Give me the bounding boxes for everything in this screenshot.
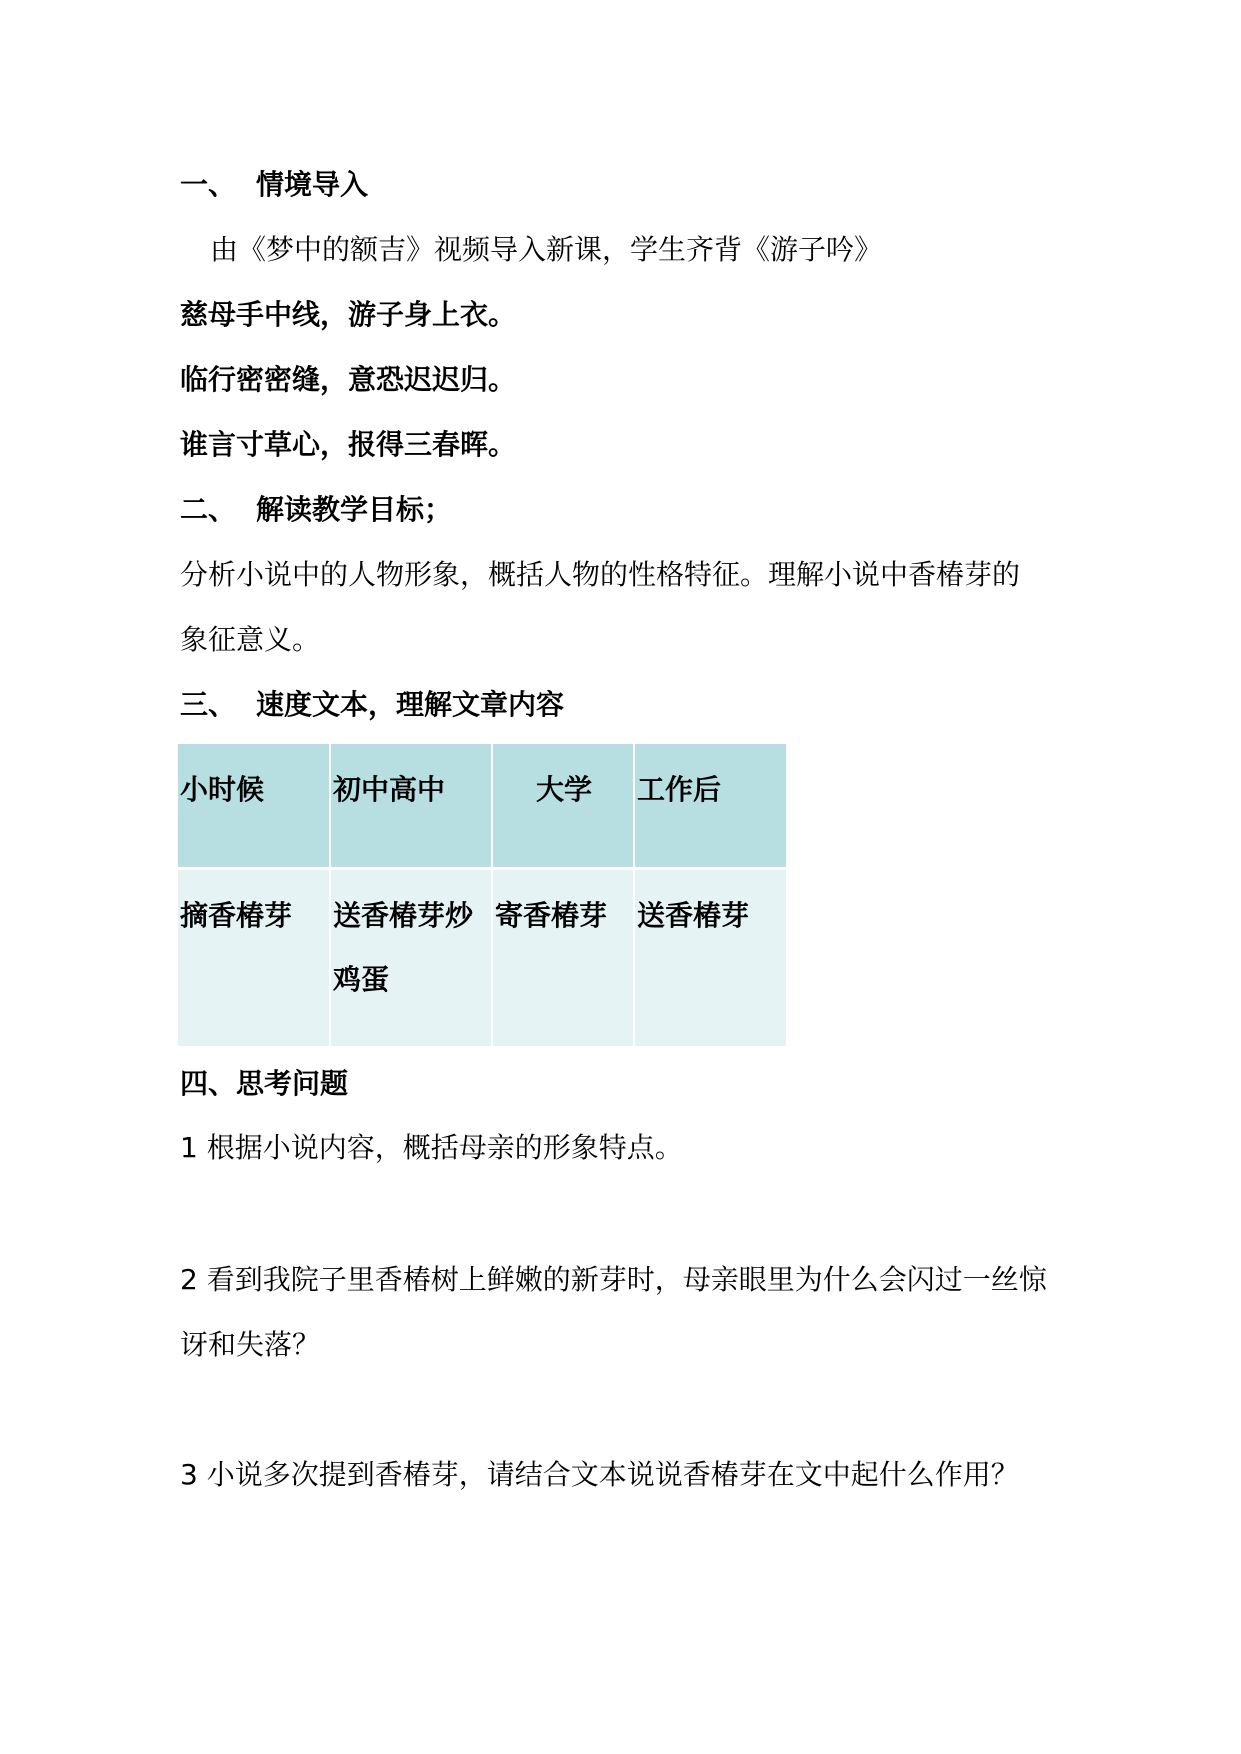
table-cell-text: 鸡蛋 bbox=[333, 962, 390, 996]
table-header-cell: 工作后 bbox=[634, 744, 786, 868]
section-number: 一、 bbox=[180, 168, 237, 201]
table-cell bbox=[178, 868, 330, 1046]
section-number: 二、 bbox=[180, 493, 237, 526]
question-item: 2 看到我院子里香椿树上鲜嫩的新芽时，母亲眼里为什么会闪过一丝惊 bbox=[180, 1263, 1047, 1296]
table-cell-text: 送香椿芽 bbox=[637, 898, 750, 932]
table-header-cell: 初中高中 bbox=[330, 744, 492, 868]
table-cell bbox=[492, 868, 634, 1046]
table-row bbox=[178, 868, 786, 1046]
table-cell-text: 摘香椿芽 bbox=[180, 898, 293, 932]
poem-line: 慈母手中线，游子身上衣。 bbox=[180, 298, 517, 331]
table-header-row bbox=[178, 744, 786, 868]
table-cell-text: 送香椿芽炒 bbox=[333, 898, 474, 932]
section-4-heading: 四、思考问题 bbox=[180, 1067, 349, 1100]
poem-line: 谁言寸草心，报得三春晖。 bbox=[180, 428, 517, 461]
table-cell-text: 寄香椿芽 bbox=[495, 898, 608, 932]
table-header-cell: 大学 bbox=[492, 744, 634, 868]
objectives-line: 分析小说中的人物形象，概括人物的性格特征。理解小说中香椿芽的 bbox=[180, 558, 1021, 591]
question-item: 3 小说多次提到香椿芽，请结合文本说说香椿芽在文中起什么作用？ bbox=[180, 1458, 1019, 1491]
section-title: 情境导入 bbox=[256, 168, 369, 201]
content-table bbox=[178, 744, 786, 1046]
section-1-heading bbox=[180, 165, 368, 205]
intro-paragraph: 由《梦中的额吉》视频导入新课，学生齐背《游子吟》 bbox=[210, 233, 883, 266]
question-item-continued: 讶和失落？ bbox=[180, 1328, 321, 1361]
objectives-line: 象征意义。 bbox=[180, 623, 321, 656]
section-title: 速度文本，理解文章内容 bbox=[256, 688, 565, 721]
poem-line: 临行密密缝，意恐迟迟归。 bbox=[180, 363, 517, 396]
table-header-cell: 小时候 bbox=[178, 744, 330, 868]
section-2-heading bbox=[180, 490, 452, 530]
table-cell bbox=[330, 868, 492, 1046]
section-title: 解读教学目标； bbox=[256, 493, 453, 526]
section-number: 三、 bbox=[180, 688, 237, 721]
section-3-heading bbox=[180, 685, 564, 725]
question-item: 1 根据小说内容，概括母亲的形象特点。 bbox=[180, 1131, 683, 1164]
table-cell bbox=[634, 868, 786, 1046]
